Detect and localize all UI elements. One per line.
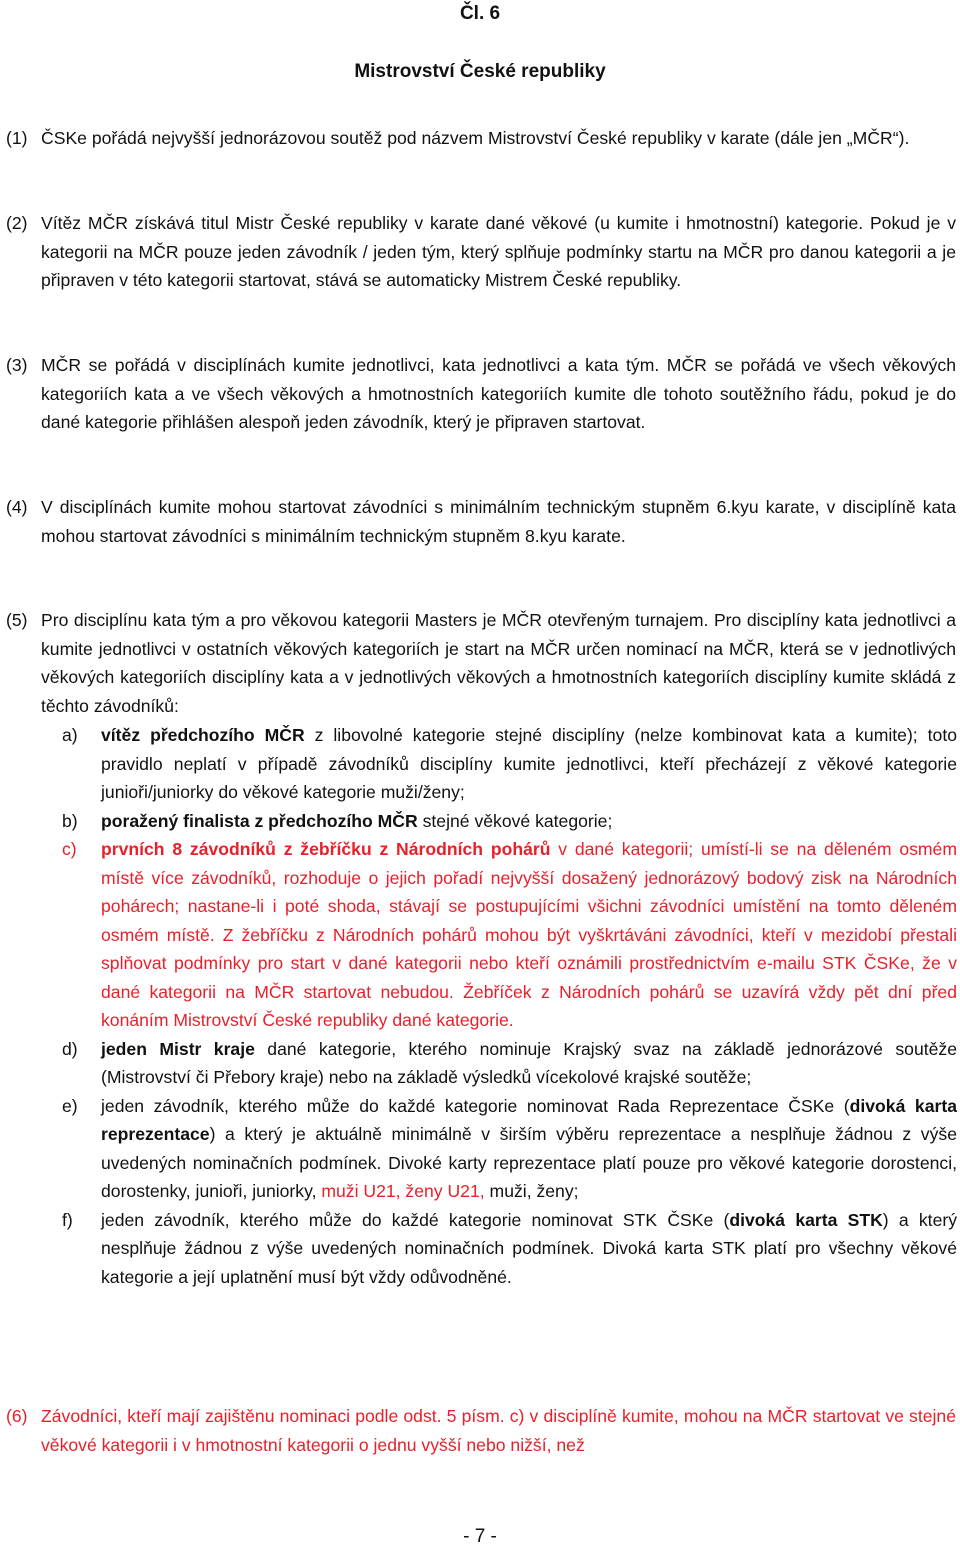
paragraph-number: (5) xyxy=(6,610,28,630)
list-item-label: c) xyxy=(62,839,77,859)
list-item-text: jeden závodník, kterého může do každé kategorie nominovat STK ČSKe ( xyxy=(101,1209,730,1230)
list-item-text: stejné věkové kategorie; xyxy=(417,810,613,831)
list-item-text: ) a který nesplňuje žádnou z výše uvedených nominačních podmínek. Divoká karta STK platí pro všechny věkové kategorie a její uplatnění musí být vždy odůvodněné. xyxy=(101,1209,958,1287)
list-item-text: z libovolné kategorie stejné disciplíny (nelze kombinovat kata a kumite); toto pravidlo neplatí v případě závodníků disciplíny kumite jednotlivci, kteří přecházejí z věkové kategorie junioři/juniorky do věkové kategorie muži/ženy; xyxy=(101,725,957,802)
paragraph-text: Závodníci, kteří mají zajištěnu nominaci podle odst. 5 písm. c) v disciplíně kumite, mohou na MČR startovat ve stejné věkové kategorii i v hmotnostní kategorii o jednu vyšší nebo nižší, než xyxy=(41,1406,956,1455)
list-item-d xyxy=(62,1035,957,1092)
list-item-label: a) xyxy=(62,725,78,745)
paragraph-5 xyxy=(6,606,956,720)
paragraph-6 xyxy=(6,1402,956,1459)
list-item-e xyxy=(62,1092,957,1206)
list-item-bold: poražený finalista z předchozího MČR xyxy=(101,810,418,831)
paragraph-number: (6) xyxy=(6,1406,28,1426)
paragraph-4 xyxy=(6,493,956,550)
paragraph-2 xyxy=(6,209,956,295)
list-item-highlight: muži U21, ženy U21, xyxy=(321,1181,485,1201)
paragraph-text: MČR se pořádá v disciplínách kumite jednotlivci, kata jednotlivci a kata tým. MČR se pořádá ve všech věkových kategoriích kata a ve všech věkových a hmotnostních kategoriích kumite dle tohoto soutěžního řádu, pokud je do dané kategorie přihlášen alespoň jeden závodník, který je připraven startovat. xyxy=(41,355,956,432)
list-item-text: ) a který je aktuálně minimálně v širším výběru reprezentace a nesplňuje žádnou z výše uvedených nominačních podmínek. Divoké karty reprezentace platí pouze pro věkové kategorie dorostenci, dorostenky, junioři, juniorky, xyxy=(101,1124,957,1201)
paragraph-3 xyxy=(6,351,956,437)
nomination-list xyxy=(62,721,957,1291)
list-item-label: d) xyxy=(62,1038,78,1059)
paragraph-number: (1) xyxy=(6,128,28,148)
paragraph-number: (4) xyxy=(6,497,28,517)
paragraph-text: Vítěz MČR získává titul Mistr České republiky v karate dané věkové (u kumite i hmotnostní) kategorie. Pokud je v kategorii na MČR pouze jeden závodník / jeden tým, který splňuje podmínky startu na MČR pro danou kategorii a je připraven v této kategorii startovat, stává se automaticky Mistrem České republiky. xyxy=(41,213,956,290)
page-number: - 7 - xyxy=(463,1526,497,1547)
list-item-label: e) xyxy=(62,1095,78,1116)
list-item-a xyxy=(62,721,957,807)
list-item-text: dané kategorie, kterého nominuje Krajský svaz na základě jednorázové soutěže (Mistrovství či Přebory kraje) nebo na základě výsledků vícekolové krajské soutěže; xyxy=(101,1038,957,1087)
list-item-bold: jeden Mistr kraje xyxy=(101,1038,255,1059)
article-title: Mistrovství České republiky xyxy=(354,61,606,82)
list-item-text: v dané kategorii; umístí-li se na děleném osmém místě více závodníků, rozhoduje o jejich pořadí nejvyšší dosažený jednorázový bodový zisk na Národních pohárech; nastane-li i poté shoda, stávají se postupujícími všichni závodníci umístění na tomto děleném osmém místě. Z žebříčku z Národních pohárů mohou být vyškrtáváni závodníci, kteří v mezidobí přestali splňovat podmínky pro start v dané kategorii nebo kteří oznámili prostřednictvím e-mailu STK ČSKe, že v dané kategorii na MČR startovat nebudou. Žebříček z Národních pohárů se uzavírá vždy pět dní před konáním Mistrovství České republiky dané kategorie. xyxy=(101,839,957,1030)
paragraph-text: ČSKe pořádá nejvyšší jednorázovou soutěž pod názvem Mistrovství České republiky v karate (dále jen „MČR“). xyxy=(41,128,910,148)
paragraph-number: (2) xyxy=(6,213,28,233)
list-item-c xyxy=(62,835,957,1035)
article-number: Čl. 6 xyxy=(459,3,501,24)
list-item-label: b) xyxy=(62,810,78,831)
list-item-bold: vítěz předchozího MČR xyxy=(101,725,305,745)
list-item-b xyxy=(62,807,957,836)
list-item-text: muži, ženy; xyxy=(484,1181,579,1201)
list-item-text: jeden závodník, kterého může do každé kategorie nominovat Rada Reprezentace ČSKe ( xyxy=(101,1095,850,1116)
list-item-label: f) xyxy=(62,1209,73,1230)
paragraph-text: V disciplínách kumite mohou startovat závodníci s minimálním technickým stupněm 6.kyu karate, v disciplíně kata mohou startovat závodníci s minimálním technickým stupněm 8.kyu karate. xyxy=(41,497,956,546)
paragraph-1 xyxy=(6,124,956,153)
list-item-bold: prvních 8 závodníků z žebříčku z Národních pohárů xyxy=(101,839,551,859)
list-item-bold: divoká karta reprezentace xyxy=(101,1095,957,1144)
list-item-f xyxy=(62,1206,957,1292)
list-item-bold: divoká karta STK xyxy=(729,1209,883,1230)
paragraph-text: Pro disciplínu kata tým a pro věkovou kategorii Masters je MČR otevřeným turnajem. Pro disciplíny kata jednotlivci a kumite jednotlivci v ostatních věkových kategoriích je start na MČR určen nominací na MČR, která se v jednotlivých věkových kategoriích disciplíny kata a v jednotlivých věkových a hmotnostních kategoriích disciplíny kumite skládá z těchto závodníků: xyxy=(41,610,956,716)
paragraph-number: (3) xyxy=(6,355,28,375)
